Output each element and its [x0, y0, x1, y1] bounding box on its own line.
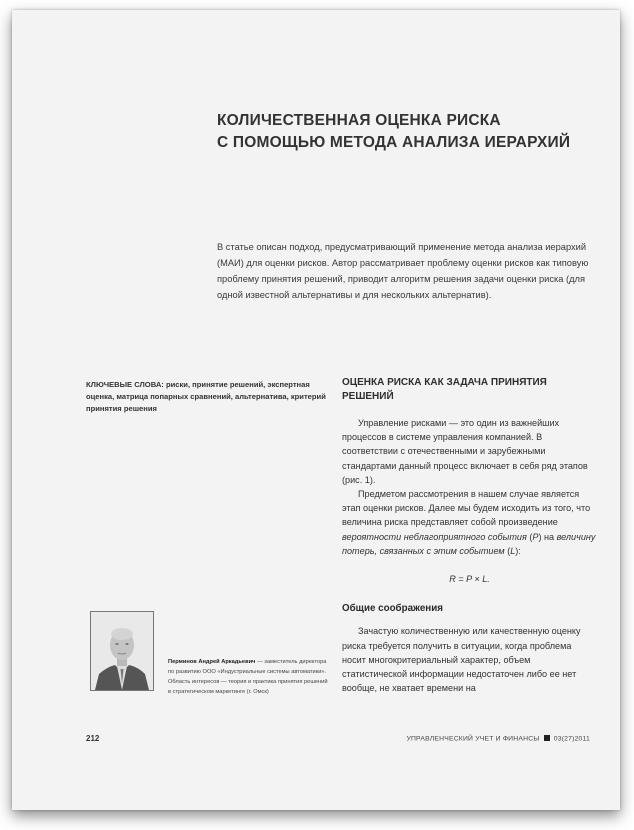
paragraph-3: Зачастую количественную или качественную оценку риска требуется получить в ситуации, когда проблема носит многокритериальный характер, объем статистической информации недостаточен либо ее нет вообще, не хватает времени на: [342, 626, 581, 694]
body-text: [342, 416, 597, 695]
paragraph-1: Управление рисками — это один из важнейших процессов в системе управления компанией. В соответствии с отечественными и зарубежными стандартами данный процесс включает в себя ряд этапов (рис. 1).: [342, 418, 588, 485]
risk-formula: R = P × L.: [449, 574, 490, 585]
author-photo: [90, 611, 154, 691]
keywords-label: КЛЮЧЕВЫЕ СЛОВА:: [86, 380, 164, 389]
author-portrait-icon: [91, 612, 153, 690]
author-bio: — заместитель директора по развитию ООО «Индустриальные системы автоматики». Область интересов — теория и практика принятия решений в стратегическом маркетинге (г. Омск): [168, 659, 328, 695]
keywords-block: [86, 379, 326, 415]
author-info: [168, 657, 328, 697]
title-line-1: КОЛИЧЕСТВЕННАЯ ОЦЕНКА РИСКА: [217, 112, 501, 129]
document-page: [12, 10, 620, 810]
journal-footer: [406, 735, 590, 743]
section-heading: ОЦЕНКА РИСКА КАК ЗАДАЧА ПРИНЯТИЯ РЕШЕНИЙ: [342, 377, 547, 402]
page-number: 212: [86, 734, 100, 743]
author-name: Перминов Андрей Аркадьевич: [168, 659, 256, 665]
title-line-2: С ПОМОЩЬЮ МЕТОДА АНАЛИЗА ИЕРАРХИЙ: [217, 134, 571, 151]
square-bullet-icon: [544, 735, 550, 741]
journal-name: УПРАВЛЕНЧЕСКИЙ УЧЕТ И ФИНАНСЫ: [406, 735, 540, 743]
article-abstract: В статье описан подход, предусматривающий применение метода анализа иерархий (МАИ) для оценки рисков. Автор рассматривает проблему оценки рисков как типовую проблему принятия решений, приводит алгоритм решения задачи оценки риска (для одной известной альтернативы и для нескольких альтернатив).: [217, 242, 589, 300]
paragraph-2: Предметом рассмотрения в нашем случае является этап оценки рисков. Далее мы будем исходить из того, что величина риска представляет собой произведение вероятности неблагоприятного события (P) на величину потерь, связанных с этим событием (L):: [342, 489, 596, 556]
article-title: [217, 110, 597, 154]
keywords-text: риски, принятие решений, экспертная оценка, матрица попарных сравнений, альтернатива, критерий принятия решения: [86, 380, 326, 413]
subsection-heading: Общие соображения: [342, 603, 443, 615]
journal-issue: 03(27)2011: [553, 735, 590, 743]
